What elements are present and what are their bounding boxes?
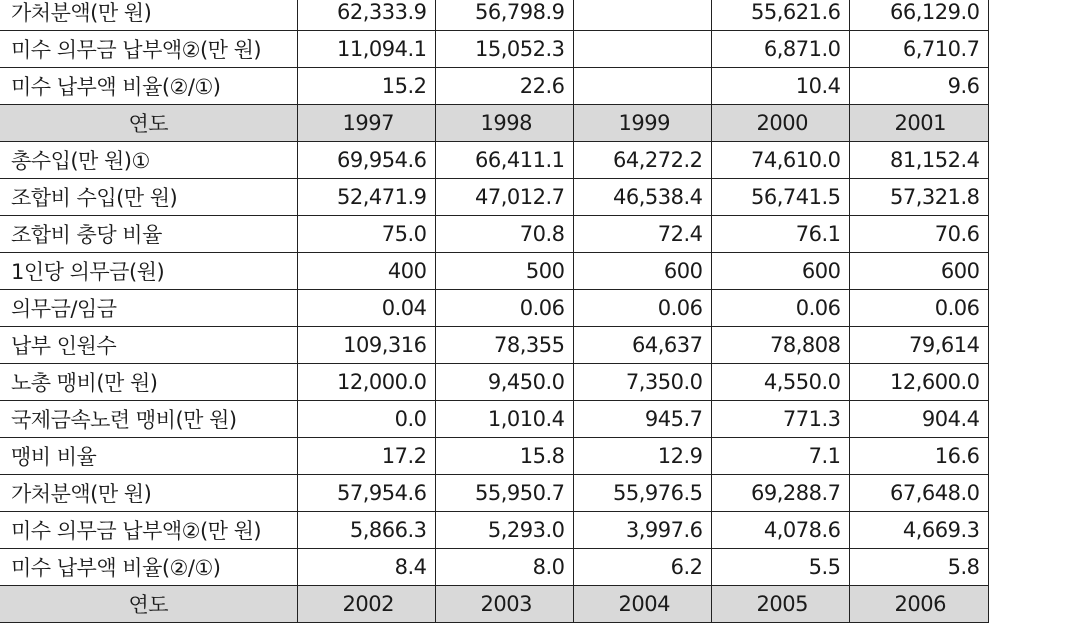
value-cell: 0.06	[849, 290, 988, 327]
value-cell: 52,471.9	[297, 179, 435, 216]
table-row	[0, 364, 988, 401]
value-cell: 22.6	[435, 68, 573, 105]
value-cell: 64,637	[573, 327, 711, 364]
table-row	[0, 327, 988, 364]
value-cell: 55,621.6	[711, 0, 849, 31]
row-label: 맹비 비율	[0, 438, 297, 475]
value-cell: 4,550.0	[711, 364, 849, 401]
year-cell: 2005	[711, 586, 849, 623]
value-cell: 1,010.4	[435, 401, 573, 438]
table-row	[0, 216, 988, 253]
value-cell: 109,316	[297, 327, 435, 364]
value-cell: 55,976.5	[573, 475, 711, 512]
row-label: 가처분액(만 원)	[0, 0, 297, 31]
row-label: 조합비 충당 비율	[0, 216, 297, 253]
year-cell: 2001	[849, 105, 988, 142]
value-cell: 771.3	[711, 401, 849, 438]
value-cell: 10.4	[711, 68, 849, 105]
value-cell: 62,333.9	[297, 0, 435, 31]
value-cell: 6,710.7	[849, 31, 988, 68]
row-label: 의무금/임금	[0, 290, 297, 327]
year-cell: 1999	[573, 105, 711, 142]
table-row	[0, 253, 988, 290]
value-cell: 81,152.4	[849, 142, 988, 179]
value-cell: 69,954.6	[297, 142, 435, 179]
value-cell: 3,997.6	[573, 512, 711, 549]
row-label: 미수 납부액 비율(②/①)	[0, 68, 297, 105]
value-cell: 67,648.0	[849, 475, 988, 512]
row-label: 가처분액(만 원)	[0, 475, 297, 512]
value-cell: 9.6	[849, 68, 988, 105]
value-cell: 600	[849, 253, 988, 290]
value-cell: 47,012.7	[435, 179, 573, 216]
table-row	[0, 549, 988, 586]
value-cell: 7,350.0	[573, 364, 711, 401]
year-header-row	[0, 586, 988, 623]
row-label: 미수 의무금 납부액②(만 원)	[0, 31, 297, 68]
value-cell: 17.2	[297, 438, 435, 475]
value-cell: 400	[297, 253, 435, 290]
value-cell: 5.8	[849, 549, 988, 586]
value-cell: 945.7	[573, 401, 711, 438]
value-cell: 64,272.2	[573, 142, 711, 179]
year-header-row	[0, 105, 988, 142]
table-row	[0, 142, 988, 179]
value-cell: 7.1	[711, 438, 849, 475]
year-cell: 2002	[297, 586, 435, 623]
value-cell: 12,000.0	[297, 364, 435, 401]
year-cell: 2004	[573, 586, 711, 623]
value-cell: 600	[711, 253, 849, 290]
value-cell: 16.6	[849, 438, 988, 475]
value-cell: 57,954.6	[297, 475, 435, 512]
row-label: 납부 인원수	[0, 327, 297, 364]
value-cell: 4,078.6	[711, 512, 849, 549]
table-row	[0, 31, 988, 68]
year-cell: 1998	[435, 105, 573, 142]
value-cell: 15.2	[297, 68, 435, 105]
value-cell: 74,610.0	[711, 142, 849, 179]
value-cell: 75.0	[297, 216, 435, 253]
year-header-label: 연도	[0, 105, 297, 142]
value-cell: 46,538.4	[573, 179, 711, 216]
year-cell: 2003	[435, 586, 573, 623]
value-cell: 15.8	[435, 438, 573, 475]
value-cell: 70.6	[849, 216, 988, 253]
value-cell: 9,450.0	[435, 364, 573, 401]
year-cell: 2000	[711, 105, 849, 142]
value-cell: 904.4	[849, 401, 988, 438]
value-cell: 12,600.0	[849, 364, 988, 401]
table-row	[0, 401, 988, 438]
table-row	[0, 438, 988, 475]
value-cell: 69,288.7	[711, 475, 849, 512]
row-label: 조합비 수입(만 원)	[0, 179, 297, 216]
value-cell: 4,669.3	[849, 512, 988, 549]
value-cell	[573, 31, 711, 68]
value-cell: 6.2	[573, 549, 711, 586]
value-cell: 0.06	[573, 290, 711, 327]
value-cell	[573, 68, 711, 105]
value-cell: 0.06	[711, 290, 849, 327]
value-cell: 11,094.1	[297, 31, 435, 68]
year-header-label: 연도	[0, 586, 297, 623]
value-cell: 5.5	[711, 549, 849, 586]
value-cell: 5,293.0	[435, 512, 573, 549]
value-cell: 5,866.3	[297, 512, 435, 549]
table-row	[0, 290, 988, 327]
value-cell: 8.4	[297, 549, 435, 586]
row-label: 미수 납부액 비율(②/①)	[0, 549, 297, 586]
value-cell: 72.4	[573, 216, 711, 253]
row-label: 1인당 의무금(원)	[0, 253, 297, 290]
row-label: 국제금속노련 맹비(만 원)	[0, 401, 297, 438]
value-cell: 0.0	[297, 401, 435, 438]
row-label: 미수 의무금 납부액②(만 원)	[0, 512, 297, 549]
table-row	[0, 68, 988, 105]
value-cell: 57,321.8	[849, 179, 988, 216]
value-cell: 70.8	[435, 216, 573, 253]
value-cell: 78,355	[435, 327, 573, 364]
value-cell: 15,052.3	[435, 31, 573, 68]
value-cell: 600	[573, 253, 711, 290]
value-cell	[573, 0, 711, 31]
year-cell: 1997	[297, 105, 435, 142]
year-cell: 2006	[849, 586, 988, 623]
value-cell: 66,129.0	[849, 0, 988, 31]
row-label: 노총 맹비(만 원)	[0, 364, 297, 401]
value-cell: 55,950.7	[435, 475, 573, 512]
table-row	[0, 0, 988, 31]
table-row	[0, 475, 988, 512]
value-cell: 8.0	[435, 549, 573, 586]
value-cell: 500	[435, 253, 573, 290]
value-cell: 12.9	[573, 438, 711, 475]
value-cell: 0.06	[435, 290, 573, 327]
table-row	[0, 512, 988, 549]
value-cell: 56,798.9	[435, 0, 573, 31]
table-row	[0, 179, 988, 216]
value-cell: 79,614	[849, 327, 988, 364]
value-cell: 76.1	[711, 216, 849, 253]
value-cell: 66,411.1	[435, 142, 573, 179]
value-cell: 6,871.0	[711, 31, 849, 68]
value-cell: 56,741.5	[711, 179, 849, 216]
value-cell: 78,808	[711, 327, 849, 364]
row-label: 총수입(만 원)①	[0, 142, 297, 179]
value-cell: 0.04	[297, 290, 435, 327]
